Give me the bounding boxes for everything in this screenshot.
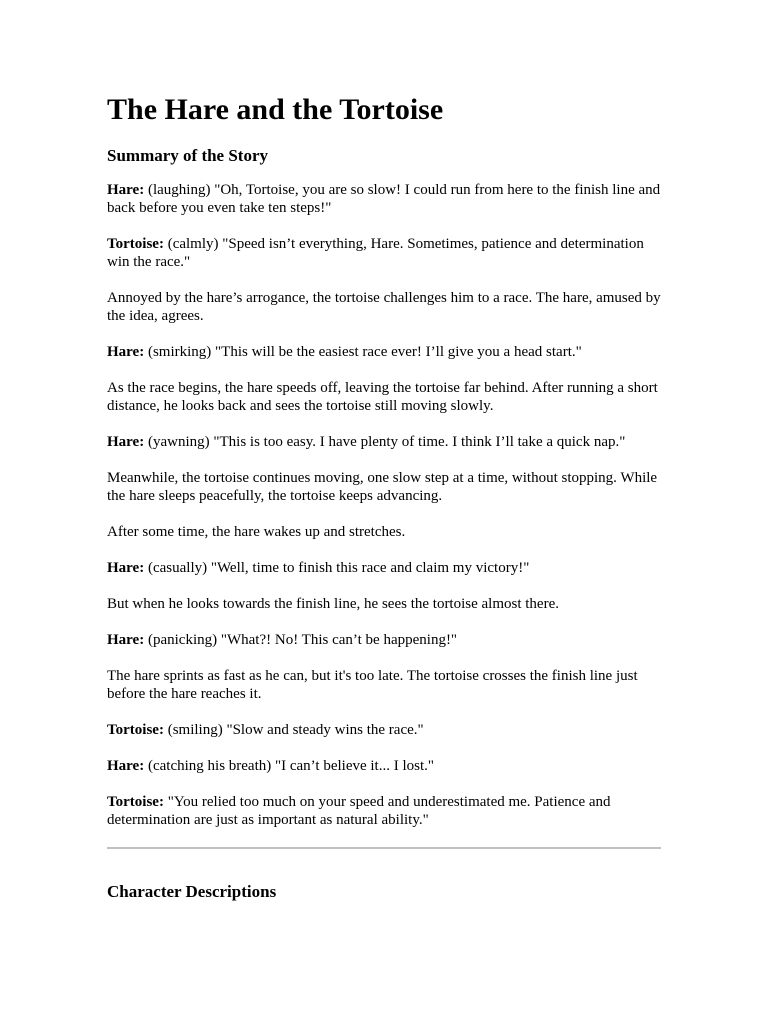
paragraph-text: (panicking) "What?! No! This can’t be happening!" [144,632,458,648]
story-paragraph [107,631,661,649]
speaker-label: Hare: [107,344,145,360]
speaker-label: Tortoise: [107,722,164,738]
characters-heading: Character Descriptions [107,882,277,901]
paragraph-text: As the race begins, the hare speeds off, leaving the tortoise far behind. After running a short distance, he looks back and sees the tortoise still moving slowly. [107,380,658,414]
paragraph-text: (calmly) "Speed isn’t everything, Hare. Sometimes, patience and determination win the race." [107,236,644,270]
paragraph-text: (smirking) "This will be the easiest race ever! I’ll give you a head start." [144,344,582,360]
story-paragraph [107,235,661,271]
speaker-label: Hare: [107,182,145,198]
summary-heading: Summary of the Story [107,146,269,165]
story-paragraph [107,667,661,703]
paragraph-text: (smiling) "Slow and steady wins the race." [163,722,424,738]
paragraph-text: After some time, the hare wakes up and stretches. [107,524,406,540]
paragraph-text: (yawning) "This is too easy. I have plenty of time. I think I’ll take a quick nap." [144,434,626,450]
story-body [107,181,661,829]
story-paragraph [107,595,661,613]
paragraph-text: (casually) "Well, time to finish this race and claim my victory!" [144,560,530,576]
story-paragraph [107,523,661,541]
paragraph-text: Annoyed by the hare’s arrogance, the tortoise challenges him to a race. The hare, amused by the idea, agrees. [107,290,661,324]
section-divider [107,847,661,849]
page-title: The Hare and the Tortoise [107,93,444,126]
story-paragraph [107,559,661,577]
story-paragraph [107,379,661,415]
story-paragraph [107,433,661,451]
story-paragraph [107,721,661,739]
story-paragraph [107,469,661,505]
story-paragraph [107,181,661,217]
speaker-label: Tortoise: [107,794,164,810]
paragraph-text: "You relied too much on your speed and underestimated me. Patience and determination are just as important as natural ability." [107,794,611,828]
speaker-label: Hare: [107,758,145,774]
story-paragraph [107,289,661,325]
story-paragraph [107,343,661,361]
speaker-label: Hare: [107,560,145,576]
story-paragraph [107,793,661,829]
paragraph-text: (laughing) "Oh, Tortoise, you are so slow! I could run from here to the finish line and back before you even take ten steps!" [107,182,661,216]
paragraph-text: But when he looks towards the finish line, he sees the tortoise almost there. [107,596,559,612]
paragraph-text: (catching his breath) "I can’t believe it... I lost." [144,758,435,774]
speaker-label: Tortoise: [107,236,164,252]
paragraph-text: Meanwhile, the tortoise continues moving, one slow step at a time, without stopping. While the hare sleeps peacefully, the tortoise keeps advancing. [107,470,658,504]
speaker-label: Hare: [107,434,145,450]
story-paragraph [107,757,661,775]
paragraph-text: The hare sprints as fast as he can, but it's too late. The tortoise crosses the finish line just before the hare reaches it. [107,668,638,702]
speaker-label: Hare: [107,632,145,648]
